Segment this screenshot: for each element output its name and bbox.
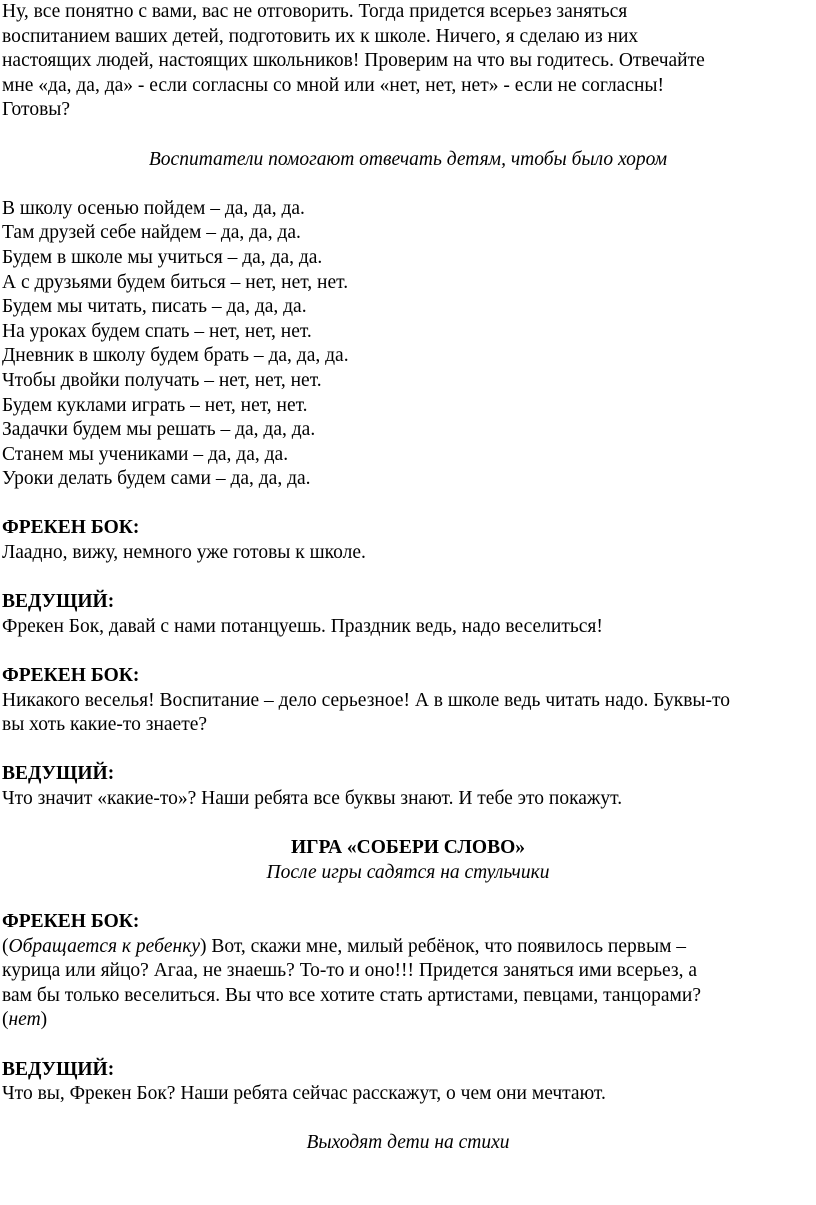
stage-aside: Обращается к ребенку xyxy=(8,935,200,957)
chant-line: В школу осенью пойдем – да, да, да. xyxy=(2,197,305,219)
spacer xyxy=(2,492,814,517)
chant-line: Будем куклами играть – нет, нет, нет. xyxy=(2,394,308,416)
intro-line: Ну, все понятно с вами, вас не отговорить. Тогда придется всерьез заняться xyxy=(2,1,628,22)
intro-line: настоящих людей, настоящих школьников! Проверим на что вы годитесь. Отвечайте xyxy=(2,50,705,72)
dialogue-line: вы хоть какие-то знаете? xyxy=(2,714,208,736)
spacer xyxy=(2,812,814,837)
chant-line: На уроках будем спать – нет, нет, нет. xyxy=(2,320,312,342)
spacer xyxy=(2,123,814,148)
dialogue-line: вам бы только веселиться. Вы что все хотите стать артистами, певцами, танцорами? xyxy=(2,984,701,1006)
chant-line: Будем в школе мы учиться – да, да, да. xyxy=(2,246,323,268)
dialogue-line xyxy=(2,935,814,960)
spacer xyxy=(2,1107,814,1132)
speaker-name: ВЕДУЩИЙ: xyxy=(2,591,115,613)
children-answer: нет xyxy=(8,1009,41,1031)
chant-block xyxy=(2,197,814,492)
chant-line: Задачки будем мы решать – да, да, да. xyxy=(2,419,316,441)
spacer xyxy=(2,566,814,591)
paren-open: ( xyxy=(2,1009,9,1031)
intro-line: Готовы? xyxy=(2,99,71,121)
chant-line: Там друзей себе найдем – да, да, да. xyxy=(2,222,301,244)
game-title: ИГРА «СОБЕРИ СЛОВО» xyxy=(290,837,526,859)
chant-line: Чтобы двойки получать – нет, нет, нет. xyxy=(2,369,322,391)
intro-line: мне «да, да, да» - если согласны со мной или «нет, нет, нет» - если не согласны! xyxy=(2,74,665,96)
dialogue-line: Фрекен Бок, давай с нами потанцуешь. Праздник ведь, надо веселиться! xyxy=(2,615,603,637)
stage-direction: Воспитатели помогают отвечать детям, чтобы было хором xyxy=(148,148,668,170)
spacer xyxy=(2,1033,814,1058)
spacer xyxy=(2,172,814,197)
document-page xyxy=(2,0,814,1156)
stage-direction: После игры садятся на стульчики xyxy=(266,861,550,883)
chant-line: Дневник в школу будем брать – да, да, да. xyxy=(2,345,349,367)
speaker-name: ФРЕКЕН БОК: xyxy=(2,910,140,932)
chant-line: А с друзьями будем биться – нет, нет, нет. xyxy=(2,271,349,293)
chant-line: Уроки делать будем сами – да, да, да. xyxy=(2,468,311,490)
spacer xyxy=(2,639,814,664)
dialogue-line: Лаадно, вижу, немного уже готовы к школе. xyxy=(2,542,366,564)
paren-close: ) xyxy=(40,1009,48,1031)
paren-open: ( xyxy=(2,935,9,957)
speaker-name: ВЕДУЩИЙ: xyxy=(2,1058,115,1080)
dialogue-line: курица или яйцо? Агаа, не знаешь? То-то и оно!!! Придется заняться ими всерьез, а xyxy=(2,960,698,982)
dialogue-text: ) Вот, скажи мне, милый ребёнок, что появилось первым – xyxy=(199,935,687,957)
dialogue-line: Что значит «какие-то»? Наши ребята все буквы знают. И тебе это покажут. xyxy=(2,788,623,809)
dialogue-line: Что вы, Фрекен Бок? Наши ребята сейчас расскажут, о чем они мечтают. xyxy=(2,1083,606,1105)
chant-line: Будем мы читать, писать – да, да, да. xyxy=(2,296,307,318)
stage-direction: Выходят дети на стихи xyxy=(306,1132,510,1154)
speaker-name: ФРЕКЕН БОК: xyxy=(2,665,140,687)
dialogue-line: Никакого веселья! Воспитание – дело серьезное! А в школе ведь читать надо. Буквы-то xyxy=(2,689,731,711)
spacer xyxy=(2,885,814,910)
chant-line: Станем мы учениками – да, да, да. xyxy=(2,443,289,465)
speaker-name: ФРЕКЕН БОК: xyxy=(2,517,140,539)
intro-line: воспитанием ваших детей, подготовить их к школе. Ничего, я сделаю из них xyxy=(2,25,639,47)
speaker-name: ВЕДУЩИЙ: xyxy=(2,763,115,785)
dialogue-line xyxy=(2,1008,814,1033)
spacer xyxy=(2,738,814,763)
